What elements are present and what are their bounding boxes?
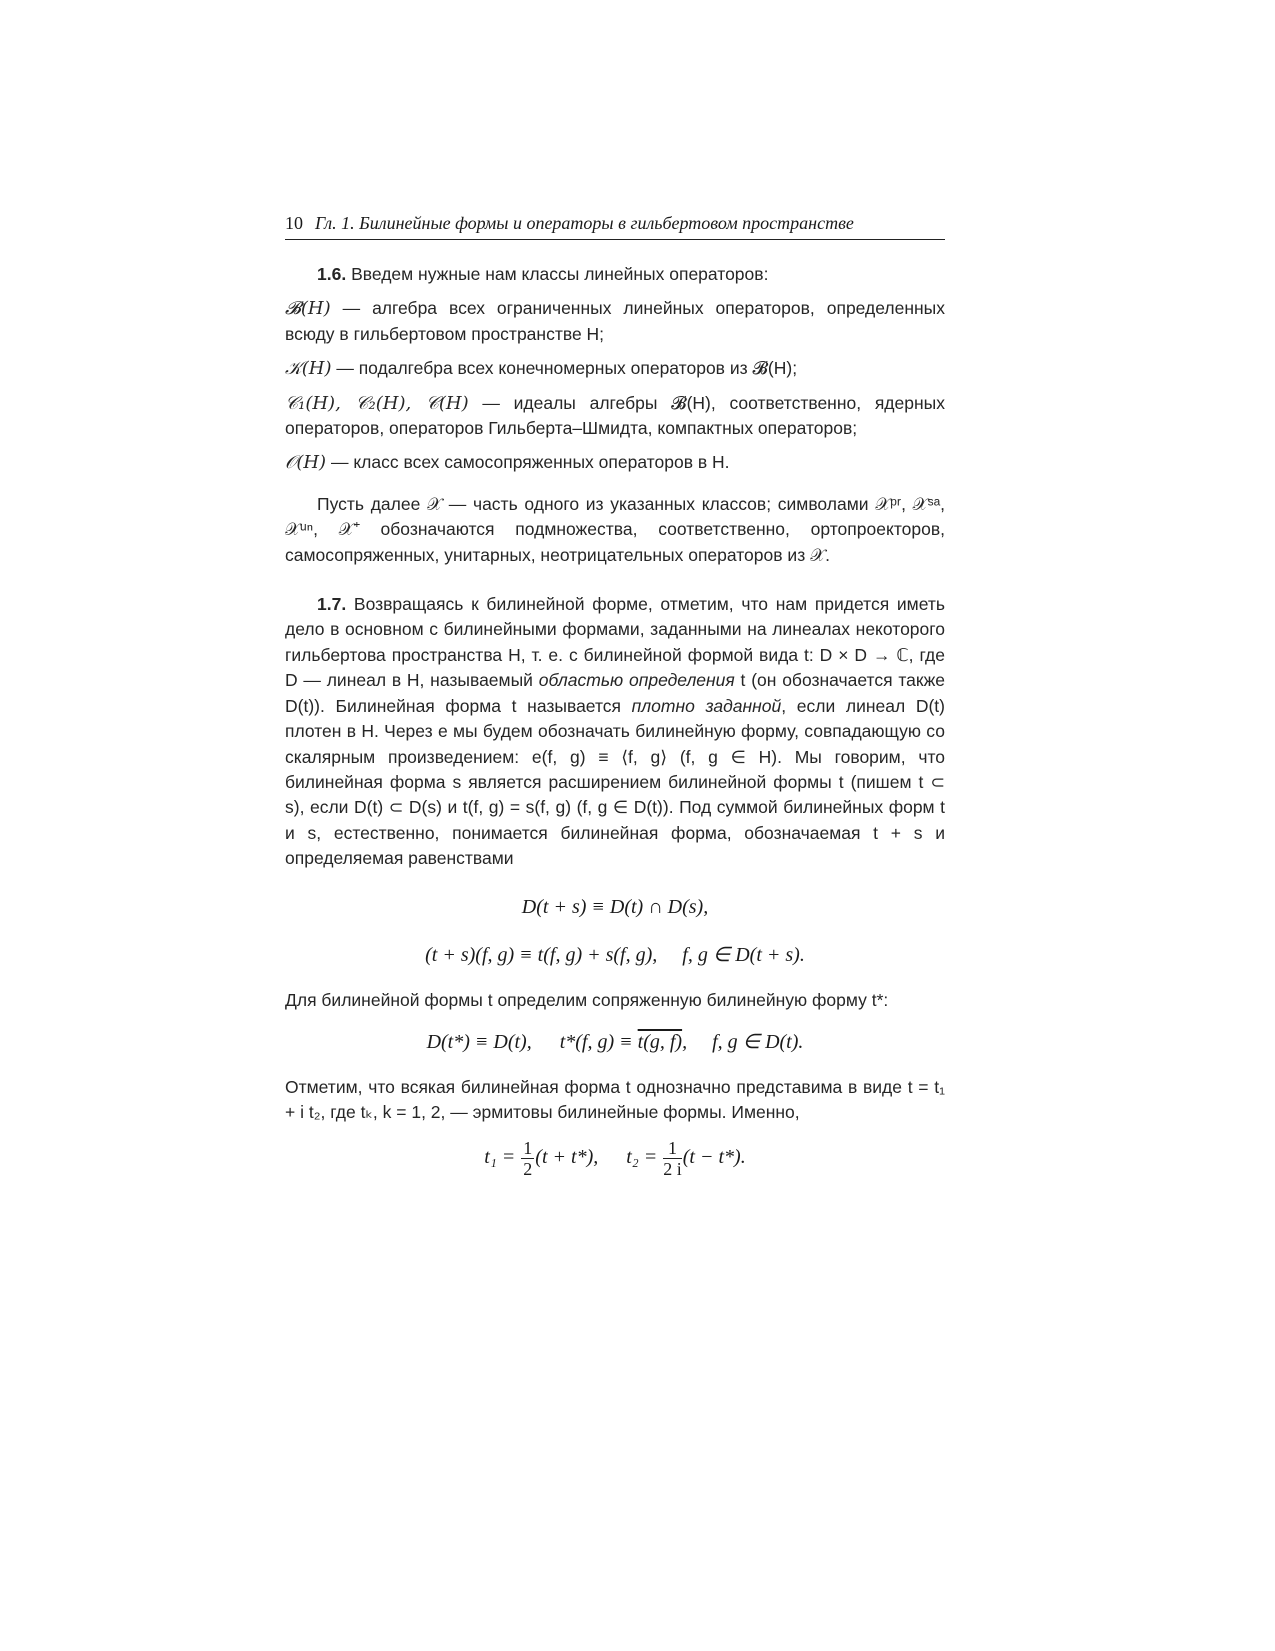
equation-sum-definition: (t + s)(f, g) ≡ t(f, g) + s(f, g), f, g ∈ D(t + s). (425, 943, 805, 966)
numerator: 1 (523, 1137, 533, 1158)
class-symbol: 𝒪(H) (285, 452, 327, 474)
fraction (663, 1138, 682, 1179)
adjoint-intro: Для билинейной формы t определим сопряженную билинейную форму t*: (285, 989, 889, 1010)
adjoint-def: t*(f, g) ≡ (559, 1030, 638, 1053)
class-definition (285, 450, 945, 475)
t1-lhs: t₁ = (484, 1145, 521, 1168)
running-header (285, 212, 945, 240)
class-definition (285, 356, 945, 381)
emphasis-text: областью определения (538, 670, 735, 691)
emphasis-text: плотно заданной (631, 695, 782, 716)
denominator: 2 i (663, 1158, 682, 1179)
class-description: — алгебра всех ограниченных линейных операторов, определенных всюду в гильбертовом пространстве H; (285, 298, 945, 344)
class-description: — подалгебра всех конечномерных операторов из 𝓑(H); (331, 358, 798, 379)
paragraph-text: , если линеал D(t) плотен в H. Через e мы будем обозначать билинейную форму, совпадающую со скалярным произведением: e(f, g) ≡ ⟨f, g⟩ (f, g ∈ H). Мы говорим, что билинейная форма s является расширением билинейной формы t (пишем t ⊂ s), если D(t) ⊂ D(s) и t(f, g) = s(f, g) (f, g ∈ D(t)). Под суммой билинейных форм t и s, естественно, понимается билинейная форма, обозначаемая t + s и определяемая равенствами (285, 695, 945, 869)
adjoint-domain: D(t*) ≡ D(t), (426, 1030, 532, 1053)
equation-hermitian-parts (285, 1138, 945, 1179)
t2-lhs: t₂ = (626, 1145, 663, 1168)
t2-rhs: (t − t*). (682, 1145, 746, 1168)
conjugate-term: t(g, f) (637, 1030, 683, 1053)
class-description: — идеалы алгебры 𝓑(H), соответственно, ядерных операторов, операторов Гильберта–Шмидта, компактных операторов; (285, 392, 945, 439)
equation-domain-sum: D(t + s) ≡ D(t) ∩ D(s), (521, 895, 709, 918)
hermitian-decomposition-note: Отметим, что всякая билинейная форма t однозначно представима в виде t = t₁ + i t₂, где tₖ, k = 1, 2, — эрмитовы билинейные формы. Именно, (285, 1076, 945, 1123)
paragraph-text: t (он обозначается также D(t)). Билинейная форма t называется (285, 670, 946, 716)
page-number: 10 (285, 213, 303, 233)
subclasses-paragraph: Пусть далее 𝒳 — часть одного из указанных классов; символами 𝒳ᵖʳ, 𝒳ˢᵃ, 𝒳ᵘⁿ, 𝒳⁺ обозначаются подмножества, соответственно, ортопроекторов, самосопряженных, унитарных, неотрицательных операторов из 𝒳. (285, 493, 945, 565)
section-1-7-paragraph (285, 592, 945, 871)
chapter-title: Гл. 1. Билинейные формы и операторы в гильбертовом пространстве (315, 213, 854, 233)
section-1-6-intro (285, 262, 945, 287)
class-symbol: 𝓑(H) (285, 298, 331, 320)
adjoint-range: , f, g ∈ D(t). (682, 1030, 804, 1053)
paragraph-text: Возвращаясь к билинейной форме, отметим, что нам придется иметь дело в основном с билинейными формами, заданными на линеалах некоторого гильбертова пространства H, т. е. с билинейной формой вида t: D × D → ℂ, где D — линеал в H, называемый (285, 594, 945, 691)
numerator: 1 (663, 1138, 682, 1159)
class-definition (285, 296, 945, 347)
section-intro-text: Введем нужные нам классы линейных операторов: (351, 264, 769, 284)
section-number: 1.7. (317, 594, 347, 615)
class-symbol: 𝒞₁(H), 𝒞₂(H), 𝒞(H) (285, 392, 469, 414)
section-number: 1.6. (317, 264, 347, 284)
book-page (285, 212, 945, 1179)
fraction (521, 1138, 534, 1179)
t1-rhs: (t + t*), (535, 1145, 599, 1168)
denominator: 2 (523, 1158, 533, 1179)
class-description: — класс всех самосопряженных операторов в H. (326, 452, 730, 473)
class-symbol: 𝒦(H) (285, 358, 332, 380)
class-definition (285, 391, 945, 442)
equation-adjoint (285, 1029, 945, 1055)
